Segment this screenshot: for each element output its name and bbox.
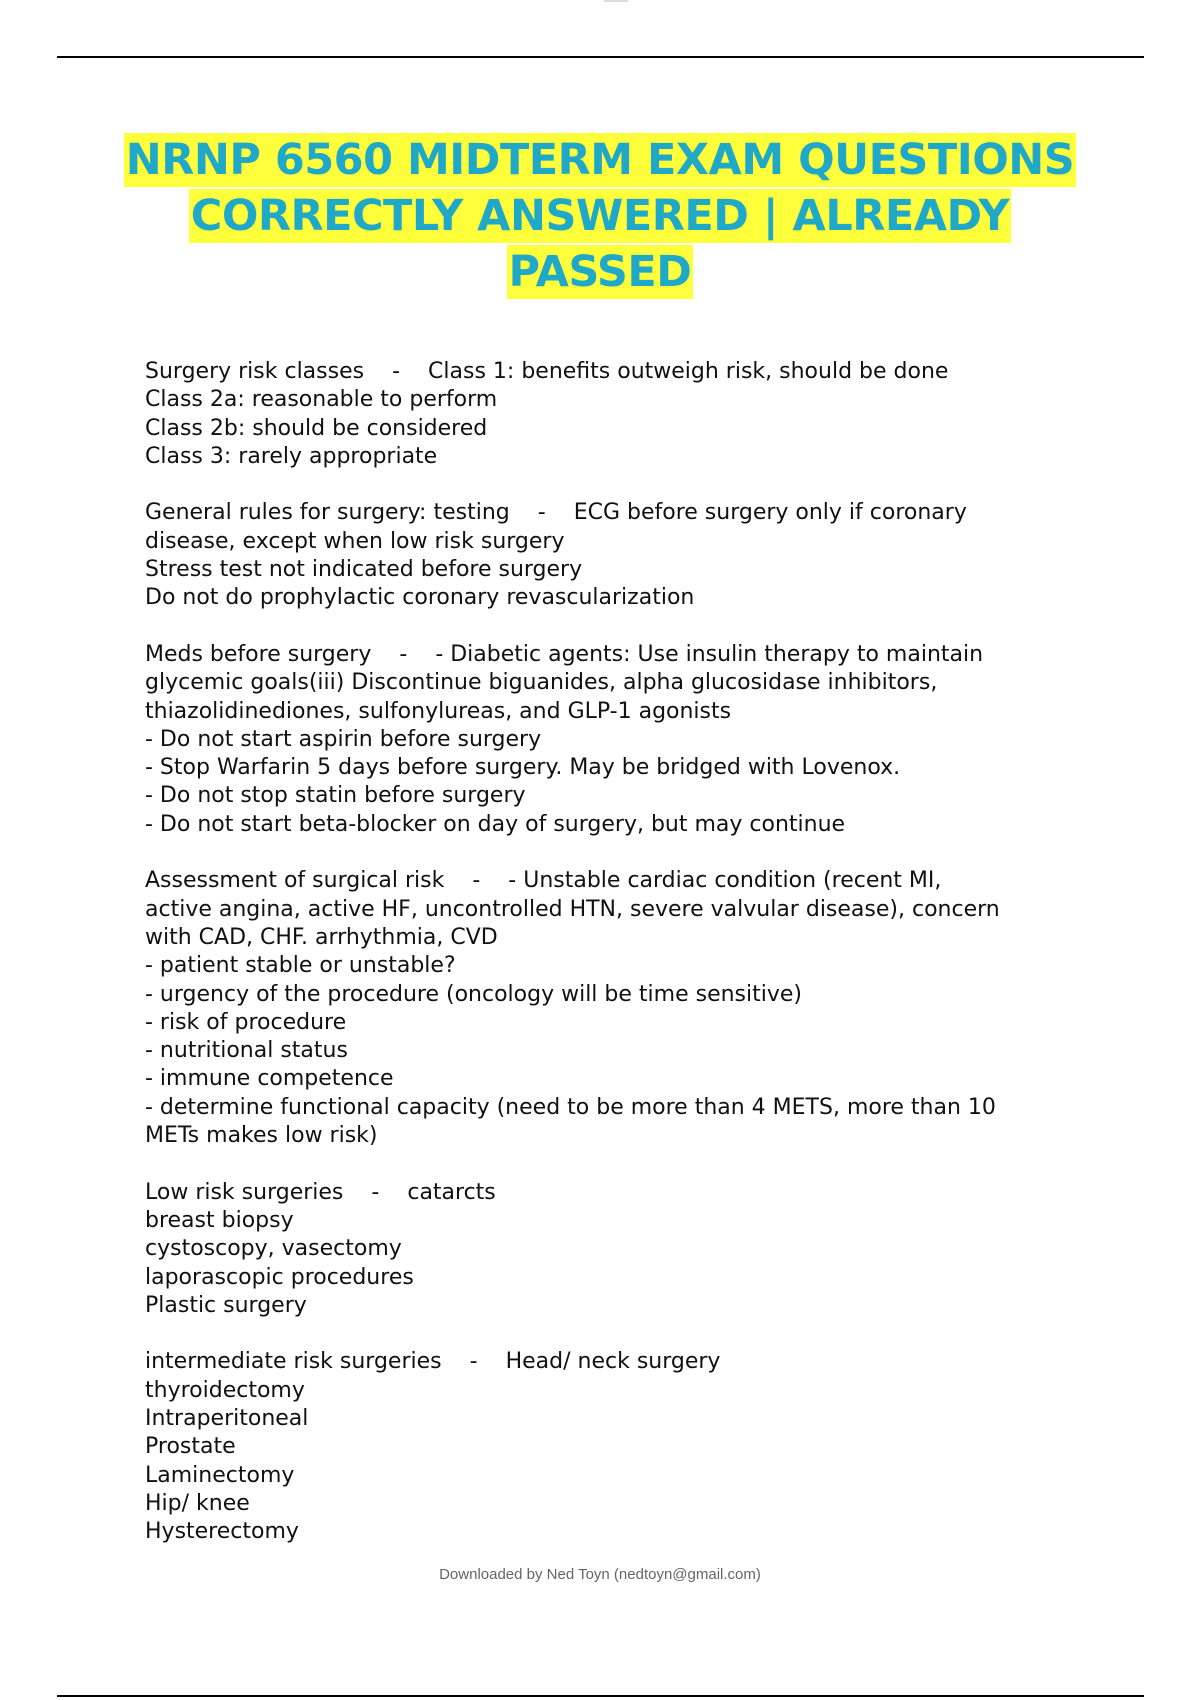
qa-answer-line: - Do not stop statin before surgery xyxy=(145,783,526,809)
qa-answer-line: Class 3: rarely appropriate xyxy=(145,443,438,469)
qa-block-assessment xyxy=(145,867,1095,1150)
qa-answer-line: METs makes low risk) xyxy=(145,1123,378,1149)
qa-answer-line: - urgency of the procedure (oncology will be time sensitive) xyxy=(145,981,802,1007)
qa-answer-line: Laminectomy xyxy=(145,1462,295,1488)
qa-term: Assessment of surgical risk xyxy=(145,868,445,894)
qa-separator: - xyxy=(392,359,401,384)
qa-answer-line: cystoscopy, vasectomy xyxy=(145,1236,402,1262)
qa-answer-line: - nutritional status xyxy=(145,1038,348,1064)
qa-separator: - xyxy=(537,500,546,526)
top-page-mark xyxy=(604,0,628,2)
qa-separator: - xyxy=(469,1349,478,1375)
qa-answer-line: - Do not start aspirin before surgery xyxy=(145,726,542,752)
qa-answer-line: Hip/ knee xyxy=(145,1490,250,1516)
qa-first-line xyxy=(145,867,1095,895)
qa-answer-line: Stress test not indicated before surgery xyxy=(145,557,583,583)
qa-answer-line: - risk of procedure xyxy=(145,1009,347,1035)
qa-answer-line: - determine functional capacity (need to be more than 4 METS, more than 10 xyxy=(145,1094,996,1120)
qa-answer-line: thyroidectomy xyxy=(145,1377,305,1403)
qa-answer: catarcts xyxy=(407,1179,496,1205)
qa-answer: ECG before surgery only if coronary xyxy=(573,500,967,526)
qa-block-intermediate-risk xyxy=(145,1348,1095,1546)
qa-term: Low risk surgeries xyxy=(145,1179,344,1205)
qa-answer: - Unstable cardiac condition (recent MI, xyxy=(508,868,942,894)
qa-first-line xyxy=(145,641,1095,669)
qa-separator: - xyxy=(399,641,408,667)
qa-answer: - Diabetic agents: Use insulin therapy to maintain xyxy=(435,641,984,667)
qa-answer: Class 1: benefits outweigh risk, should be done xyxy=(428,359,949,384)
qa-answer-line: breast biopsy xyxy=(145,1207,294,1233)
qa-answer-line: with CAD, CHF. arrhythmia, CVD xyxy=(145,924,498,950)
header-rule xyxy=(57,56,1144,58)
title-line-1: NRNP 6560 MIDTERM EXAM QUESTIONS xyxy=(125,135,1075,185)
qa-separator: - xyxy=(371,1179,380,1205)
qa-first-line xyxy=(145,1179,1095,1207)
qa-block-meds xyxy=(145,641,1095,839)
footer-rule xyxy=(57,1695,1144,1697)
qa-block-risk-classes xyxy=(145,358,1095,471)
qa-answer-line: laporascopic procedures xyxy=(145,1264,414,1290)
qa-answer-line: Do not do prophylactic coronary revascularization xyxy=(145,585,695,611)
qa-first-line xyxy=(145,1348,1095,1376)
qa-answer-line: - Stop Warfarin 5 days before surgery. May be bridged with Lovenox. xyxy=(145,755,901,781)
title-line-2: CORRECTLY ANSWERED | ALREADY xyxy=(190,191,1010,241)
qa-answer-line: active angina, active HF, uncontrolled HTN, severe valvular disease), concern xyxy=(145,896,1000,922)
qa-answer-line: Prostate xyxy=(145,1434,236,1460)
qa-term: General rules for surgery: testing xyxy=(145,500,510,526)
qa-answer-line: - Do not start beta-blocker on day of surgery, but may continue xyxy=(145,811,846,837)
qa-answer-line: Intraperitoneal xyxy=(145,1405,309,1431)
download-footer: Downloaded by Ned Toyn (nedtoyn@gmail.com) xyxy=(439,1566,761,1583)
qa-first-line xyxy=(145,358,1095,386)
qa-first-line xyxy=(145,499,1095,527)
qa-answer-line: Class 2b: should be considered xyxy=(145,415,488,441)
qa-answer-line: glycemic goals(iii) Discontinue biguanides, alpha glucosidase inhibitors, xyxy=(145,670,938,696)
qa-term: Surgery risk classes xyxy=(145,359,365,384)
document-title xyxy=(100,132,1100,300)
qa-answer-line: disease, except when low risk surgery xyxy=(145,528,565,554)
qa-answer-line: - immune competence xyxy=(145,1066,394,1092)
qa-answer-line: - patient stable or unstable? xyxy=(145,953,456,979)
qa-block-testing xyxy=(145,499,1095,612)
qa-answer-line: Plastic surgery xyxy=(145,1292,307,1318)
qa-answer: Head/ neck surgery xyxy=(505,1349,721,1375)
title-line-3: PASSED xyxy=(508,247,692,297)
qa-term: intermediate risk surgeries xyxy=(145,1349,442,1375)
qa-answer-line: thiazolidinediones, sulfonylureas, and GLP-1 agonists xyxy=(145,698,732,724)
qa-answer-line: Class 2a: reasonable to perform xyxy=(145,387,498,413)
qa-content xyxy=(145,358,1095,1575)
qa-term: Meds before surgery xyxy=(145,641,372,667)
qa-separator: - xyxy=(472,868,481,894)
qa-block-low-risk xyxy=(145,1179,1095,1320)
qa-answer-line: Hysterectomy xyxy=(145,1519,299,1545)
